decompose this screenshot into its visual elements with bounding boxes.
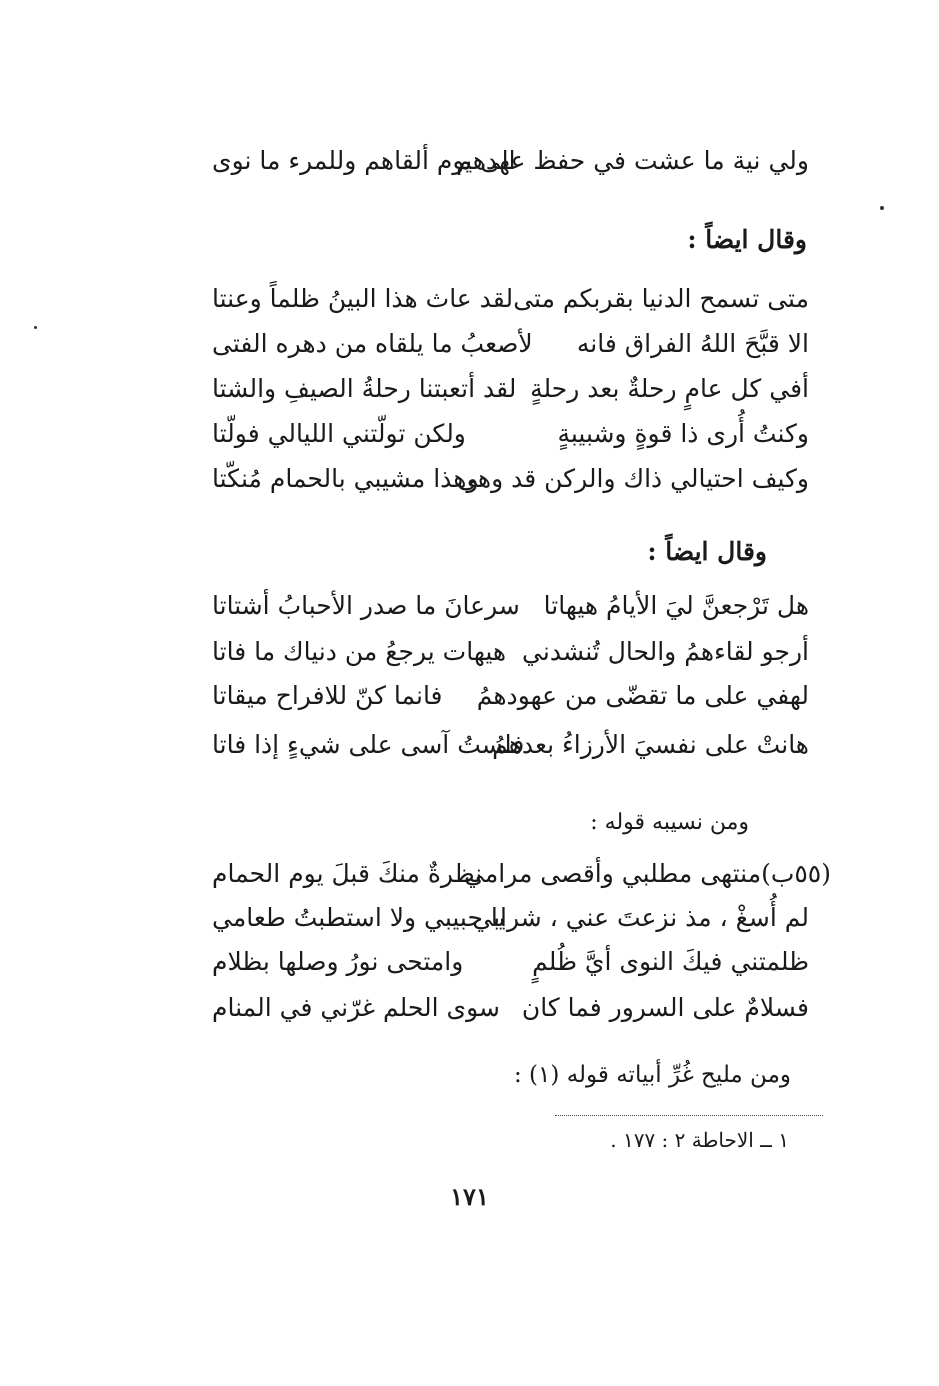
poem1-verse-5-left: وهذا مشيبي بالحمام مُنكّتا <box>212 464 479 493</box>
poem1-verse-5-right: وكيف احتيالي ذاك والركن قد وهى <box>457 464 809 493</box>
poem1-verse-2-right: الا قبَّحَ اللهُ الفراق فانه <box>576 329 809 358</box>
closing-line: ومن مليح غُرِّ أبياته قوله (١) : <box>514 1062 791 1088</box>
poem1-verse-1-left: لقد عاث هذا البينُ ظلماً وعنتا <box>212 284 514 313</box>
poem3-verse-1-right: (٥٥ب)منتهى مطلبي وأقصى مرامي <box>464 859 831 888</box>
poem1-verse-4-right: وكنتُ أُرى ذا قوةٍ وشبيبةٍ <box>557 419 809 448</box>
poem3-verse-2-left: يا حبيبي ولا استطبتُ طعامي <box>212 903 506 932</box>
poem2-verse-2-right: أرجو لقاءهمُ والحال تُنشدني <box>522 637 809 666</box>
poem1-verse-3-left: لقد أتعبتنا رحلةُ الصيفِ والشتا <box>212 374 517 403</box>
poem2-verse-4-left: فلستُ آسى على شيءٍ إذا فاتا <box>212 730 525 759</box>
poem3-verse-3-right: ظلمتني فيكَ النوى أيَّ ظُلمٍ <box>532 947 809 976</box>
poem2-verse-3-left: فانما كنّ للافراح ميقاتا <box>212 681 443 710</box>
footnote-divider <box>555 1115 823 1116</box>
poem3-verse-4-left: سوى الحلم غرّني في المنام <box>212 993 500 1022</box>
poem3-verse-2-right: لم أُسغْ ، مذ نزعتَ عني ، شرابي <box>472 903 809 932</box>
poem2-verse-3-right: لهفي على ما تقضّى من عهودهمُ <box>476 681 809 710</box>
poem1-verse-3-right: أفي كل عامٍ رحلةٌ بعد رحلةٍ <box>530 374 809 403</box>
couplet-top-left: الى يوم ألقاهم وللمرء ما نوى <box>212 146 516 175</box>
poem1-verse-4-left: ولكن تولّتني الليالي فولّتا <box>212 419 466 448</box>
section-heading-3: ومن نسيبه قوله : <box>590 810 749 835</box>
footnote: ١ ــ الاحاطة ٢ : ١٧٧ . <box>610 1128 789 1152</box>
page-number: ١٧١ <box>450 1182 489 1211</box>
couplet-top-right: ولي نية ما عشت في حفظ عهدهم <box>456 146 809 175</box>
poem3-verse-3-left: وامتحى نورُ وصلها بظلام <box>212 947 464 976</box>
speck-mark <box>880 206 884 210</box>
poem2-verse-1-right: هل تَرْجعنَّ ليَ الأيامُ هيهاتا <box>543 591 809 620</box>
poem3-verse-1-left: نظرةٌ منكَ قبلَ يوم الحمام <box>212 859 483 888</box>
section-heading-2: وقال ايضاً : <box>647 537 767 566</box>
poem3-verse-4-right: فسلامٌ على السرور فما كان <box>521 993 809 1022</box>
poem2-verse-2-left: هيهات يرجعُ من دنياك ما فاتا <box>212 637 507 666</box>
poem1-verse-1-right: متى تسمح الدنيا بقربكم متى <box>513 284 809 313</box>
speck-mark <box>34 326 37 329</box>
poem2-verse-4-right: هانتْ على نفسيَ الأرزاءُ بعدهمُ <box>492 730 809 759</box>
poem2-verse-1-left: سرعانَ ما صدر الأحبابُ أشتاتا <box>212 591 520 620</box>
section-heading-1: وقال ايضاً : <box>687 225 807 254</box>
poem1-verse-2-left: لأصعبُ ما يلقاه من دهره الفتى <box>212 329 533 358</box>
